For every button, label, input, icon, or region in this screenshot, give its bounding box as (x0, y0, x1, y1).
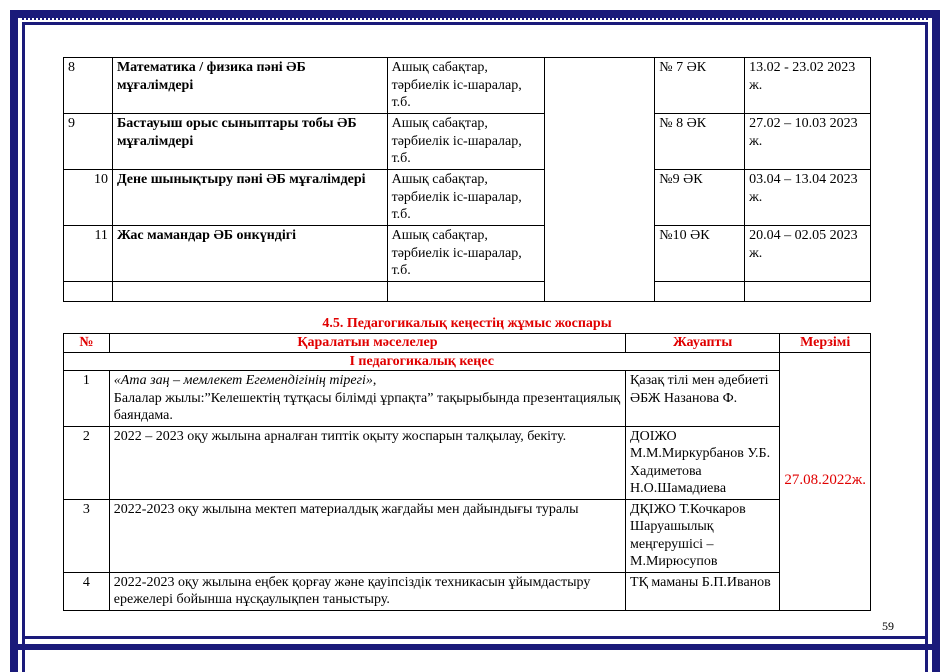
header-topic: Қаралатын мәселелер (109, 334, 625, 353)
topic-punct: , (372, 373, 377, 388)
section-title: 4.5. Педагогикалық кеңестің жұмыс жоспары (322, 316, 612, 331)
event-date: 20.04 – 02.05 2023 ж. (745, 226, 871, 282)
row-number: 10 (64, 170, 113, 226)
responsible-cell: Қазақ тілі мен әдебиеті ӘБЖ Назанова Ф. (626, 371, 780, 427)
event-form: Ашық сабақтар, тәрбиелік іс-шаралар, т.б. (387, 170, 545, 226)
row-number: 8 (64, 58, 113, 114)
topic-cell: 2022-2023 оқу жылына мектеп материалдық жағдайы мен дайындығы туралы (109, 499, 625, 572)
responsible-cell: ДҚІЖО Т.Кочкаров Шаруашылық меңгерушісі – М.Мирюсупов (626, 499, 780, 572)
session-date: 27.08.2022ж. (780, 352, 871, 610)
page-border-bottom-outer (10, 644, 940, 650)
event-title: Математика / физика пәні ӘБ мұғалімдері (112, 58, 387, 114)
responsible-cell: ДОІЖО М.М.Миркурбанов У.Б. Хадиметова Н.О.Шамадиева (626, 426, 780, 499)
row-number: 11 (64, 226, 113, 282)
table-row (64, 426, 871, 499)
table-row (64, 58, 871, 114)
topic-cell: 2022 – 2023 оқу жылына арналған типтік оқыту жоспарын талқылау, бекіту. (109, 426, 625, 499)
header-responsible: Жауапты (626, 334, 780, 353)
row-number: 2 (64, 426, 110, 499)
event-date: 27.02 – 10.03 2023 ж. (745, 114, 871, 170)
empty-cell (545, 58, 655, 302)
topic-cell: 2022-2023 оқу жылына еңбек қорғау және қауіпсіздік техникасын ұйымдастыру ережелері бойынша нұсқаулықпен таныстыру. (109, 572, 625, 610)
events-table (63, 57, 871, 302)
event-place: № 8 ӘК (655, 114, 745, 170)
event-place: №9 ӘК (655, 170, 745, 226)
session-row (64, 352, 871, 371)
event-place: № 7 ӘК (655, 58, 745, 114)
event-form: Ашық сабақтар, тәрбиелік іс-шаралар, т.б. (387, 226, 545, 282)
topic-italic: «Ата заң – мемлекет Егемендігінің тірегі» (113, 373, 373, 388)
event-place: №10 ӘК (655, 226, 745, 282)
row-number: 1 (64, 371, 110, 427)
topic-text: Балалар жылы:”Келешектің тұтқасы білімді ұрпақта” тақырыбында презентациялық баяндама. (113, 390, 621, 423)
event-title: Жас мамандар ӘБ онкүндігі (112, 226, 387, 282)
event-title: Бастауыш орыс сыныптары тобы ӘБ мұғалімдері (112, 114, 387, 170)
page-number: 59 (882, 619, 894, 633)
table-row (64, 371, 871, 427)
table-row-empty (64, 282, 871, 302)
event-date: 13.02 - 23.02 2023 ж. (745, 58, 871, 114)
row-number: 3 (64, 499, 110, 572)
event-form: Ашық сабақтар, тәрбиелік іс-шаралар, т.б. (387, 114, 545, 170)
table-row (64, 226, 871, 282)
table-row (64, 170, 871, 226)
table-row (64, 572, 871, 610)
responsible-cell: ТҚ маманы Б.П.Иванов (626, 572, 780, 610)
pedagogical-council-table (63, 333, 871, 611)
event-title: Дене шынықтыру пәні ӘБ мұғалімдері (112, 170, 387, 226)
header-number: № (64, 334, 110, 353)
table-row (64, 499, 871, 572)
topic-cell (109, 371, 625, 427)
page-border-bottom-inner (22, 636, 928, 639)
row-number: 4 (64, 572, 110, 610)
table-header-row (64, 334, 871, 353)
session-title: I педагогикалық кеңес (64, 352, 780, 371)
row-number: 9 (64, 114, 113, 170)
event-date: 03.04 – 13.04 2023 ж. (745, 170, 871, 226)
header-date: Мерзімі (780, 334, 871, 353)
table-row (64, 114, 871, 170)
event-form: Ашық сабақтар, тәрбиелік іс-шаралар, т.б. (387, 58, 545, 114)
